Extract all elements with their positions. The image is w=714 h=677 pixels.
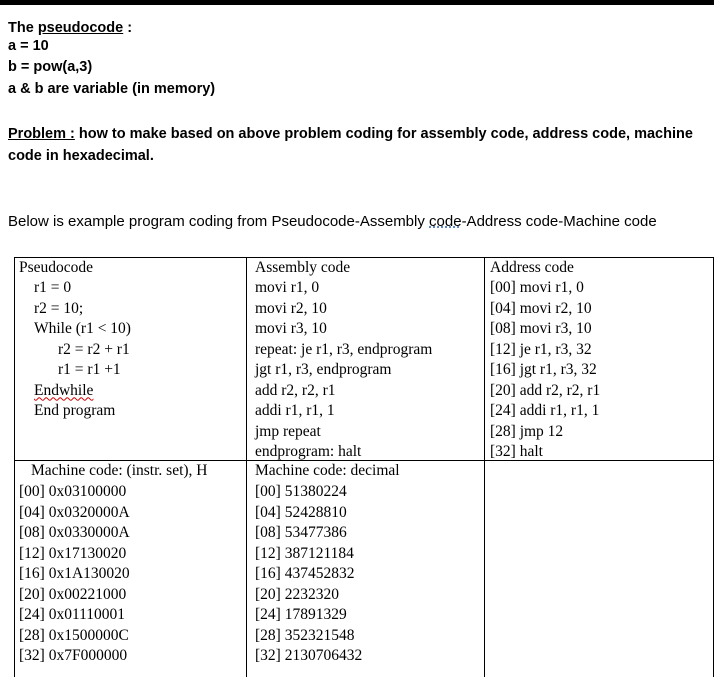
assembly-column	[255, 278, 432, 463]
machine-dec-row: [04] 52428810	[255, 503, 347, 521]
address-row: [24] addi r1, r1, 1	[490, 402, 600, 419]
header-machine-hex: Machine code: (instr. set), H	[31, 462, 208, 479]
machine-hex-row: [24] 0x01110001	[19, 606, 126, 623]
address-row: [20] add r2, r2, r1	[490, 381, 601, 399]
pseudocode-row: While (r1 < 10)	[34, 320, 131, 337]
machine-hex-row: [16] 0x1A130020	[19, 565, 130, 582]
assembly-row: repeat: je r1, r3, endprogram	[255, 340, 433, 358]
address-row: [32] halt	[490, 443, 543, 460]
intro-text: Below is example program coding from Pseudocode-Assembly code-Address code-Machine code	[8, 213, 657, 230]
problem-text: how to make based on above problem coding for assembly code, address code, machine code in hexadecimal.	[8, 126, 693, 164]
assembly-row: jmp repeat	[255, 422, 321, 440]
machine-hex-row: [04] 0x0320000A	[19, 503, 130, 521]
machine-hex-row: [08] 0x0330000A	[19, 524, 130, 541]
header-address: Address code	[490, 259, 574, 276]
machine-hex-row: [12] 0x17130020	[19, 544, 127, 562]
assembly-row: movi r3, 10	[255, 320, 327, 337]
top-border	[0, 0, 714, 5]
problem-statement	[8, 123, 708, 167]
machine-dec-row: [24] 17891329	[255, 606, 347, 623]
pseudocode-line: a & b are variable (in memory)	[8, 81, 216, 97]
pseudocode-row: End program	[34, 402, 116, 419]
machine-dec-column	[255, 482, 362, 667]
header-machine-dec: Machine code: decimal	[255, 462, 400, 479]
problem-label: Problem :	[8, 126, 75, 142]
address-row: [00] movi r1, 0	[490, 279, 584, 296]
address-row: [08] movi r3, 10	[490, 320, 592, 337]
machine-dec-row: [00] 51380224	[255, 483, 347, 500]
address-row: [12] je r1, r3, 32	[490, 340, 592, 358]
machine-hex-row: [28] 0x1500000C	[19, 626, 129, 644]
machine-dec-row: [12] 387121184	[255, 544, 354, 562]
pseudocode-row: Endwhile	[34, 381, 94, 399]
assembly-row: movi r2, 10	[255, 299, 327, 317]
assembly-row: endprogram: halt	[255, 443, 362, 460]
address-row: [16] jgt r1, r3, 32	[490, 361, 597, 378]
pseudocode-row: r1 = r1 +1	[58, 361, 121, 378]
machine-dec-row: [28] 352321548	[255, 626, 355, 644]
address-column	[490, 278, 600, 463]
pseudocode-line: a = 10	[8, 38, 49, 54]
machine-hex-column	[19, 482, 130, 667]
assembly-row: movi r1, 0	[255, 279, 320, 296]
pseudocode-title: The pseudocode :	[8, 20, 133, 36]
assembly-row: jgt r1, r3, endprogram	[255, 361, 392, 378]
address-row: [28] jmp 12	[490, 422, 564, 440]
pseudocode-column	[34, 278, 131, 422]
machine-hex-row: [20] 0x00221000	[19, 585, 127, 603]
machine-dec-row: [32] 2130706432	[255, 647, 363, 664]
header-pseudocode: Pseudocode	[19, 259, 94, 276]
pseudocode-row: r2 = r2 + r1	[58, 340, 130, 358]
assembly-row: add r2, r2, r1	[255, 381, 336, 399]
header-assembly: Assembly code	[255, 259, 351, 276]
pseudocode-row: r1 = 0	[34, 279, 72, 296]
assembly-row: addi r1, r1, 1	[255, 402, 335, 419]
pseudocode-row: r2 = 10;	[34, 299, 84, 317]
machine-hex-row: [00] 0x03100000	[19, 483, 127, 500]
machine-hex-row: [32] 0x7F000000	[19, 647, 128, 664]
pseudocode-line: b = pow(a,3)	[8, 59, 93, 75]
address-row: [04] movi r2, 10	[490, 299, 592, 317]
code-table	[14, 257, 714, 677]
machine-dec-row: [16] 437452832	[255, 565, 355, 582]
machine-dec-row: [08] 53477386	[255, 524, 347, 541]
machine-dec-row: [20] 2232320	[255, 585, 339, 603]
